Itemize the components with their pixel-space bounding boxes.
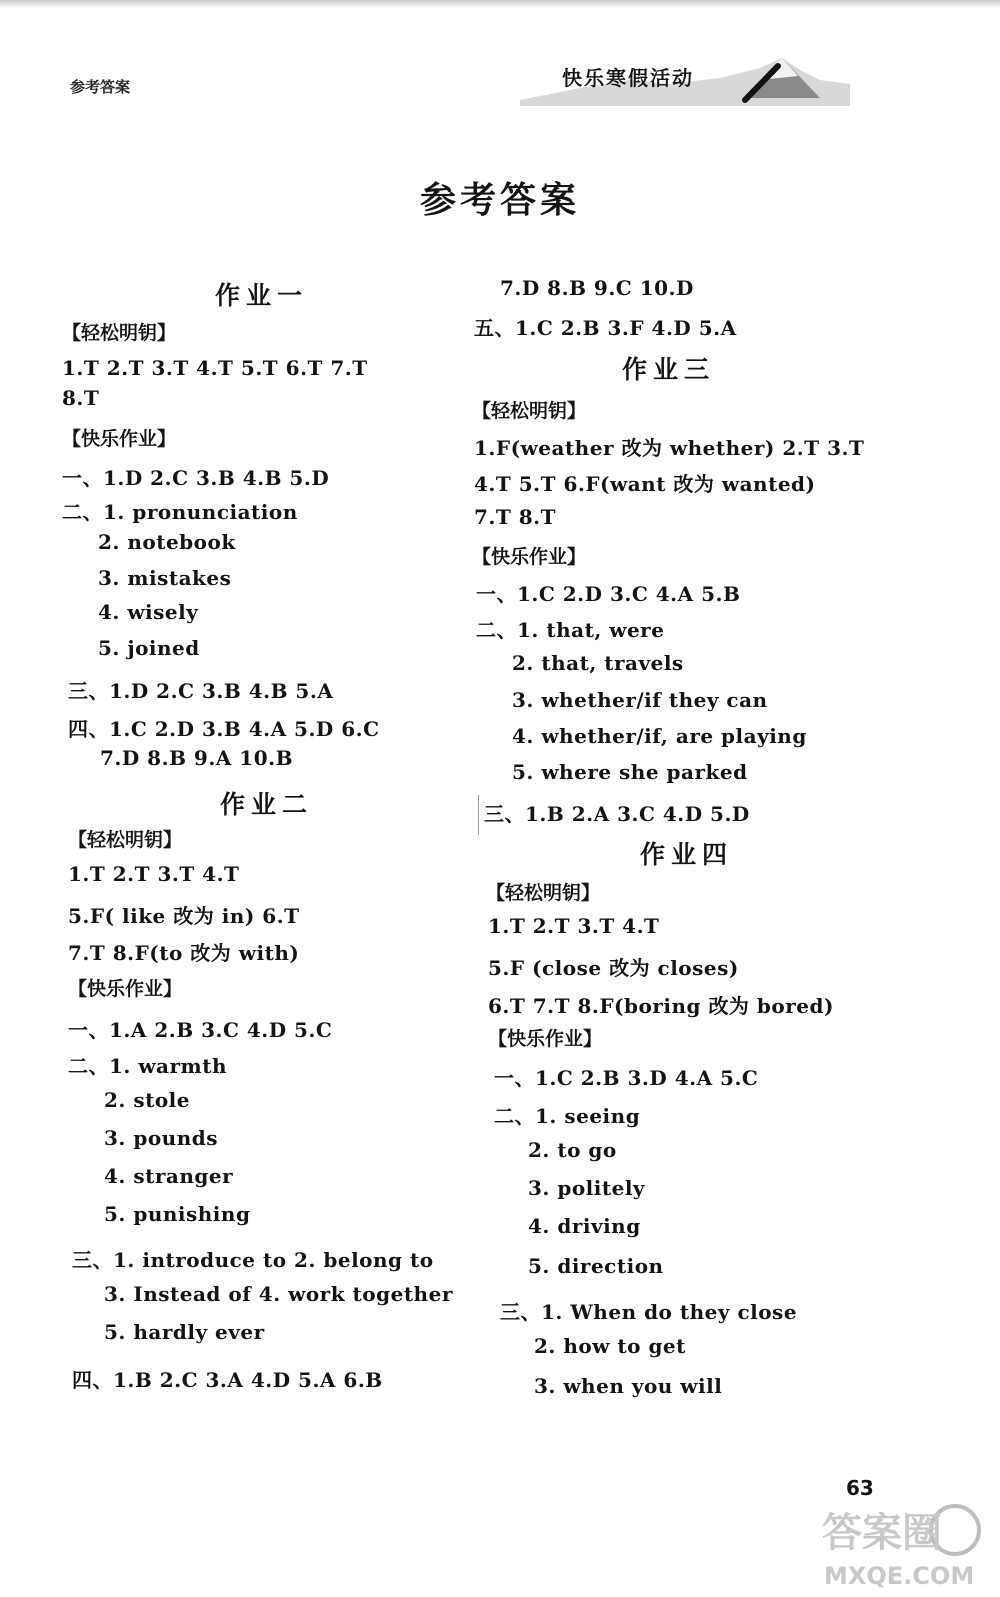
svg-text:答案圈: 答案圈 [822,1510,942,1556]
hw3-part2-line-5: 5. where she parked [512,760,748,784]
hw3-easy-line-2: 4.T 5.T 6.F(want 改为 wanted) [474,472,816,496]
hw2-part3-line-2: 3. Instead of 4. work together [104,1282,453,1306]
hw1-heading: 作业一 [215,281,309,310]
page-number: 63 [846,1476,874,1500]
watermark-logo-icon [820,1500,990,1592]
header-banner [520,50,850,106]
hw2-part2-line-5: 5. punishing [104,1202,251,1226]
hw4-part3-line-2: 2. how to get [534,1334,686,1358]
hw2-heading: 作业二 [220,790,314,819]
hw4-part2-line-2: 2. to go [528,1138,617,1162]
hw2-easy-line-1: 1.T 2.T 3.T 4.T [68,862,240,886]
hw1-part4-line-2: 7.D 8.B 9.A 10.B [100,746,293,770]
hw3-part2-line-2: 2. that, travels [512,651,684,675]
hw3-fun-label: 【快乐作业】 [472,546,587,568]
hw1-part3: 三、1.D 2.C 3.B 4.B 5.A [68,679,334,703]
hw2-part3-line-3: 5. hardly ever [104,1320,265,1344]
hw2-part3-line-1: 三、1. introduce to 2. belong to [72,1248,434,1272]
hw1-fun-label: 【快乐作业】 [62,428,177,450]
hw3-easy-label: 【轻松明钥】 [472,400,587,422]
hw4-part2-line-5: 5. direction [528,1254,664,1278]
watermark [820,1500,990,1592]
hw4-easy-line-2: 5.F (close 改为 closes) [488,956,739,980]
hw4-part2-line-3: 3. politely [528,1176,646,1200]
hw2-easy-line-2: 5.F( like 改为 in) 6.T [68,904,300,928]
hw1-easy-label: 【轻松明钥】 [62,322,177,344]
hw2-easy-label: 【轻松明钥】 [68,829,183,851]
hw1-part4-line-1: 四、1.C 2.D 3.B 4.A 5.D 6.C [68,717,380,741]
hw3-heading: 作业三 [622,355,716,384]
svg-text:MXQE.COM: MXQE.COM [824,1562,975,1590]
top-edge-shadow [0,0,1000,8]
hw4-fun-label: 【快乐作业】 [488,1028,603,1050]
hw4-part2-line-4: 4. driving [528,1214,641,1238]
hw2-part1: 一、1.A 2.B 3.C 4.D 5.C [68,1018,333,1042]
hw3-easy-line-1: 1.F(weather 改为 whether) 2.T 3.T [474,436,865,460]
hw3-part2-line-1: 二、1. that, were [476,618,665,642]
hw4-easy-line-1: 1.T 2.T 3.T 4.T [488,914,660,938]
column-divider [478,795,479,835]
header-left-label: 参考答案 [70,78,131,96]
hw4-heading: 作业四 [640,840,734,869]
hw2-fun-label: 【快乐作业】 [68,978,183,1000]
hw2-easy-line-3: 7.T 8.F(to 改为 with) [68,941,300,965]
hw2-part2-line-4: 4. stranger [104,1164,234,1188]
hw1-easy-line-1: 1.T 2.T 3.T 4.T 5.T 6.T 7.T [62,356,368,380]
hw1-part2-line-4: 4. wisely [98,600,199,624]
page-title: 参考答案 [419,179,580,221]
hw1-part2-line-3: 3. mistakes [98,566,232,590]
hw1-part2-line-2: 2. notebook [98,530,236,554]
hw4-easy-line-3: 6.T 7.T 8.F(boring 改为 bored) [488,994,834,1018]
hw2-part2-line-1: 二、1. warmth [68,1054,227,1078]
hw3-part1: 一、1.C 2.D 3.C 4.A 5.B [476,582,741,606]
hw4-part2-line-1: 二、1. seeing [494,1104,641,1128]
hw4-part1: 一、1.C 2.B 3.D 4.A 5.C [494,1066,759,1090]
hw4-part3-line-3: 3. when you will [534,1374,723,1398]
hw2-part4: 四、1.B 2.C 3.A 4.D 5.A 6.B [72,1368,383,1392]
hw2-part4-line-2: 7.D 8.B 9.C 10.D [500,276,694,300]
header-banner-text: 快乐寒假活动 [562,66,694,90]
hw1-part2-line-5: 5. joined [98,636,200,660]
hw4-easy-label: 【轻松明钥】 [486,882,601,904]
hw1-part2-line-1: 二、1. pronunciation [62,500,298,524]
hw2-part2-line-3: 3. pounds [104,1126,218,1150]
hw2-part2-line-2: 2. stole [104,1088,191,1112]
hw3-part3: 三、1.B 2.A 3.C 4.D 5.D [484,802,750,826]
hw3-part2-line-4: 4. whether/if, are playing [512,724,807,748]
hw3-part2-line-3: 3. whether/if they can [512,688,768,712]
hw4-part3-line-1: 三、1. When do they close [500,1300,798,1324]
hw2-part5: 五、1.C 2.B 3.F 4.D 5.A [474,316,737,340]
hw3-easy-line-3: 7.T 8.T [474,505,556,529]
hw1-part1: 一、1.D 2.C 3.B 4.B 5.D [62,466,330,490]
hw1-easy-line-2: 8.T [62,386,100,410]
